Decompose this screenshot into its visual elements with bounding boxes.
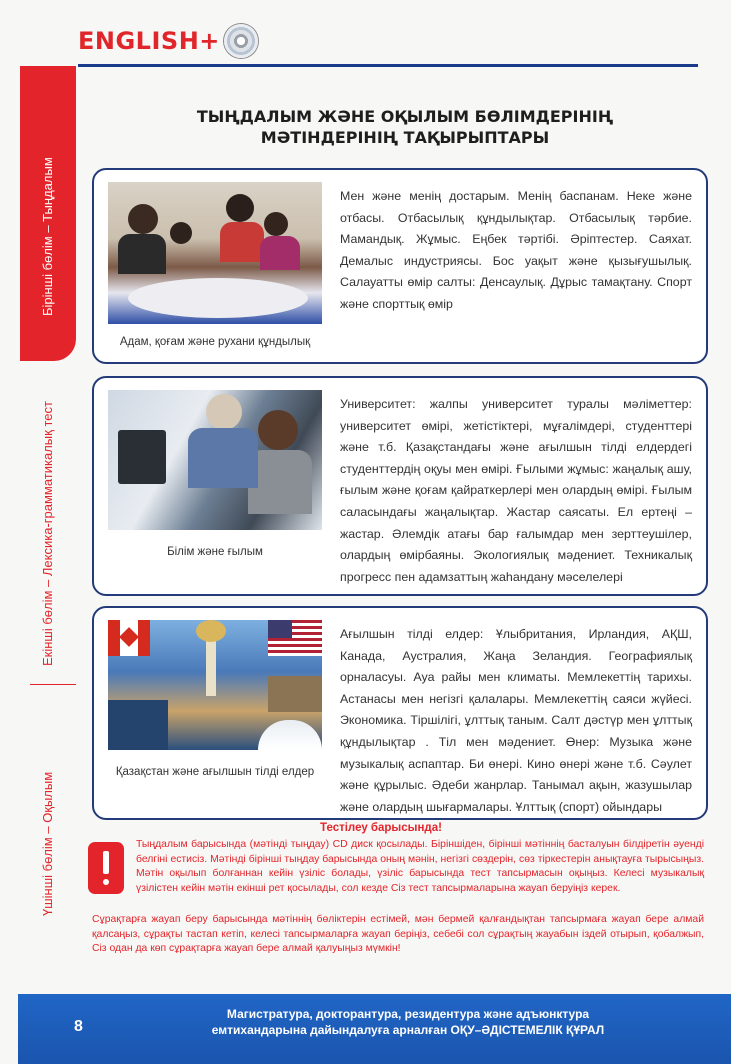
topic-card-science: [92, 376, 708, 596]
topic-caption: Адам, қоғам және рухани құндылық: [119, 336, 311, 348]
science-photo: [108, 390, 322, 530]
footer-title-line-2: емтихандарына дайындалуға арналған ОҚУ–ӘДІСТЕМЕЛІК ҚҰРАЛ: [211, 1023, 605, 1037]
topic-text: Мен және менің достарым. Менің баспанам. Неке және отбасы. Отбасылық құндылықтар. Отбасылық тәрбие. Мамандық. Жұмыс. Еңбек тәртібі. Әріптестер. Саяхат. Демалыс индустриясы. Бос уақыт және қызығушылық. Салауатты өмір салты: Денсаулық. Дұрыс тамақтану. Спорт және спорттық өмір: [340, 189, 692, 311]
notice-paragraph-2: Сұрақтарға жауап беру барысында мәтіннің бөліктерін естімей, мән бермей қалғандықтан тапсырмаға жауап бере алмай қалсаңыз, сұрақты тастап кетіп, келесі тапсырмаларға жауап беріңіз, себебі сол сұрақтың жауабын іздей отырып, қобалжып, Сіз одан да көп сұрақтарға жауап бере алмай қалуыңыз мүмкін!: [92, 914, 704, 954]
notice-paragraph-1: Тыңдалым барысында (мәтінді тыңдау) CD диск қосылады. Біріншіден, бірінші мәтіннің басталуын білдіретін әуенді белгіні естисіз. Мәтінді бірінші тыңдау барысында оның мәнін, негізгі сөздерін, сөз тіркестерін анықтауға тырысыңыз. Мәтін оқылып болғаннан кейін үзіліс болады, үзіліс барысында тест тапсырмасын оқыңыз. Келесі музыкалық үзілістен кейін мәтін екінші рет қосылады, сол кезде Сіз тест тапсырмаларына жауап беруіңіз керек.: [136, 839, 704, 894]
footer-title-line-1: Магистратура, докторантура, резидентура және адъюнктура: [226, 1007, 590, 1021]
page-title: [150, 106, 660, 148]
topic-card-countries: [92, 606, 708, 820]
topic-caption-text: Қазақстан және ағылшын тілді елдер: [115, 766, 315, 778]
notice-title: Тестілеу барысында!: [320, 822, 442, 834]
topic-card-society: [92, 168, 708, 364]
header-rule: [78, 64, 698, 67]
footer-title: [128, 1006, 688, 1038]
footer-banner: [18, 994, 731, 1064]
topic-caption: Білім және ғылым: [167, 546, 263, 558]
tab-grammar-test-label: Екінші бөлім – Лексика-грамматикалық тест: [40, 401, 55, 666]
topic-text: Университет: жалпы университет туралы мәліметтер: университет өмірі, жетістіктері, мұғалімдері, студенттері және т.б. Қазақстандағы және ағылшын тілді елдердегі студенттердің оқуы мен өмірі. Ғылыми жұмыс: жаңалық ашу, ғылым және қоғам қайраткерлері мен олардың өмірі. Ғылым саласындағы жаңалықтар. Жастар саясаты. Ел ертеңі – жастар. Әлемдік атағы бар ғалымдар мен зерттеушілер, олардың өмірбаяны. Экологиялық мәдениет. Техникалық прогресс пен адамзаттың жаһандану мәселелері: [340, 397, 692, 584]
tab-divider: [30, 684, 76, 685]
logo: [78, 24, 258, 58]
topic-caption: [102, 764, 328, 780]
tab-reading-label: Үшінші бөлім – Оқылым: [40, 771, 55, 916]
tab-listening-label: Бірінші бөлім – Тыңдалым: [40, 157, 55, 316]
page-title-line-2: МӘТІНДЕРІНІҢ ТАҚЫРЫПТАРЫ: [260, 128, 550, 147]
tab-reading[interactable]: [20, 696, 76, 956]
family-photo: [108, 182, 322, 324]
page-number: 8: [74, 1018, 83, 1035]
logo-text: ENGLISH+: [78, 27, 220, 55]
countries-collage: [108, 620, 322, 750]
page-title-line-1: ТЫҢДАЛЫМ ЖӘНЕ ОҚЫЛЫМ БӨЛІМДЕРІНІҢ: [196, 107, 614, 126]
topic-text: Ағылшын тілді елдер: Ұлыбритания, Ирландия, АҚШ, Канада, Аустралия, Жаңа Зеландия. Географиялық орналасуы. Ауа райы мен климаты. Мемлекеттің тарихы. Астанасы мен негізгі қалалары. Мемлекеттің саяси жүйесі. Экономика. Тіршілігі, ұлттық таным. Салт дәстүр мен ұлттық құндылықтар . Тіл мен мәдениет. Өнер: Музыка және музыкалық аспаптар. Би өнері. Кино өнері және т.б. Сәулет және құрылыс. Әдеби жанрлар. Танымал ақын, жазушылар және олардың шығармалары. Ұлттық (спорт) ойындары: [340, 627, 692, 814]
section-tabs: [20, 66, 76, 996]
exclamation-icon: [88, 842, 124, 894]
tab-grammar-test[interactable]: [20, 376, 76, 676]
cd-disc-icon: [224, 24, 258, 58]
tab-listening[interactable]: [20, 66, 76, 361]
